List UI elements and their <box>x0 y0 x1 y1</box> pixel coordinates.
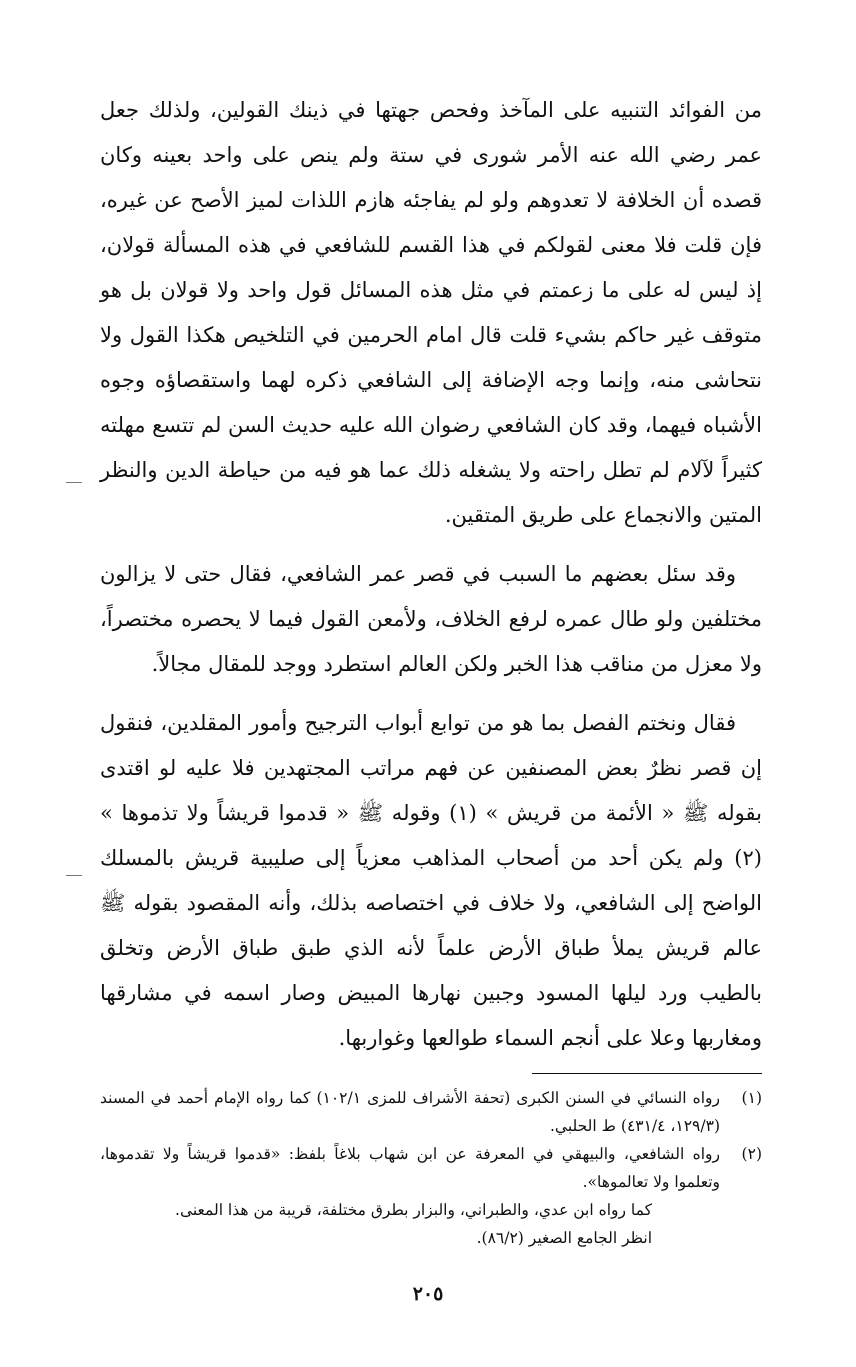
footnote-2-extra-1: كما رواه ابن عدي، والطبراني، والبزار بطرق مختلفة، قريبة من هذا المعنى. <box>175 1201 652 1219</box>
paragraph-2: وقد سئل بعضهم ما السبب في قصر عمر الشافعي، فقال حتى لا يزالون مختلفين ولو طال عمره لرفع الخلاف، ولأمعن القول فيما لا يحصره مختصراً، ولا معزل من مناقب هذا الخبر ولكن العالم استطرد ووجد للمقال مجالاً. <box>100 562 762 676</box>
footnote-separator <box>532 1073 762 1074</box>
paragraph-1: من الفوائد التنبيه على المآخذ وفحص جهتها في ذينك القولين، ولذلك جعل عمر رضي الله عنه الأمر شورى في ستة ولم ينص على واحد بعينه وكان قصده أن الخلافة لا تعدوهم ولو لم يفاجئه هازم اللذات لميز الأصح عن غيره، فإن قلت فلا معنى لقولكم في هذا القسم للشافعي في هذه المسألة قولان، إذ ليس له على ما زعمتم في مثل هذه المسائل قول واحد ولا قولان بل هو متوقف غير حاكم بشيء قلت قال امام الحرمين في التلخيص هكذا القول ولا نتحاشى منه، وإنما وجه الإضافة إلى الشافعي ذكره لهما واستقصاؤه وجوه الأشباه فيهما، وقد كان الشافعي رضوان الله عليه حديث السن لم تتسع مهلته كثيراً لآلام لم تطل راحته ولا يشغله ذلك عما هو فيه من حياطة الدين والنظر المتين والانجماع على طريق المتقين. <box>100 98 762 527</box>
page-body <box>100 88 762 1252</box>
footnote-2-extra-2: انظر الجامع الصغير (٨٦/٢). <box>476 1229 652 1247</box>
footnote-2 <box>100 1140 762 1196</box>
paragraph-3: فقال ونختم الفصل بما هو من توابع أبواب الترجيح وأمور المقلدين، فنقول إن قصر نظرٌ بعض المصنفين عن فهم مراتب المجتهدين فلا عليه لو اقتدى بقوله ﷺ « الأئمة من قريش » (١) وقوله ﷺ « قدموا قريشاً ولا تذموها » (٢) ولم يكن أحد من أصحاب المذاهب معزياً إلى صليبية قريش بالمسلك الواضح إلى الشافعي، ولا خلاف في اختصاصه بذلك، وأنه المقصود بقوله ﷺ عالم قريش يملأ طباق الأرض علماً لأنه الذي طبق طباق الأرض وتخلق بالطيب ورد ليلها المسود وجبين نهارها المبيض وصار اسمه في مشارقها ومغاربها وعلا على أنجم السماء طوالعها وغواربها. <box>100 711 763 1050</box>
footnote-2-number: (٢) <box>741 1145 762 1163</box>
margin-mark <box>66 482 82 483</box>
footnote-1-text: رواه النسائي في السنن الكبرى (تحفة الأشراف للمزى ١٠٢/١) كما رواه الإمام أحمد في المسند (١٢٩/٣، ٤٣١/٤) ط الحلبي. <box>100 1089 720 1135</box>
footnote-1 <box>100 1084 762 1140</box>
page-number: ٢٠٥ <box>412 1283 444 1305</box>
margin-mark <box>66 875 82 876</box>
footnote-2-text: رواه الشافعي، والبيهقي في المعرفة عن ابن شهاب بلاغاً بلفظ: «قدموا قريشاً ولا تقدموها، وتعلموا ولا تعالموها». <box>100 1145 720 1191</box>
footnote-1-number: (١) <box>741 1089 762 1107</box>
